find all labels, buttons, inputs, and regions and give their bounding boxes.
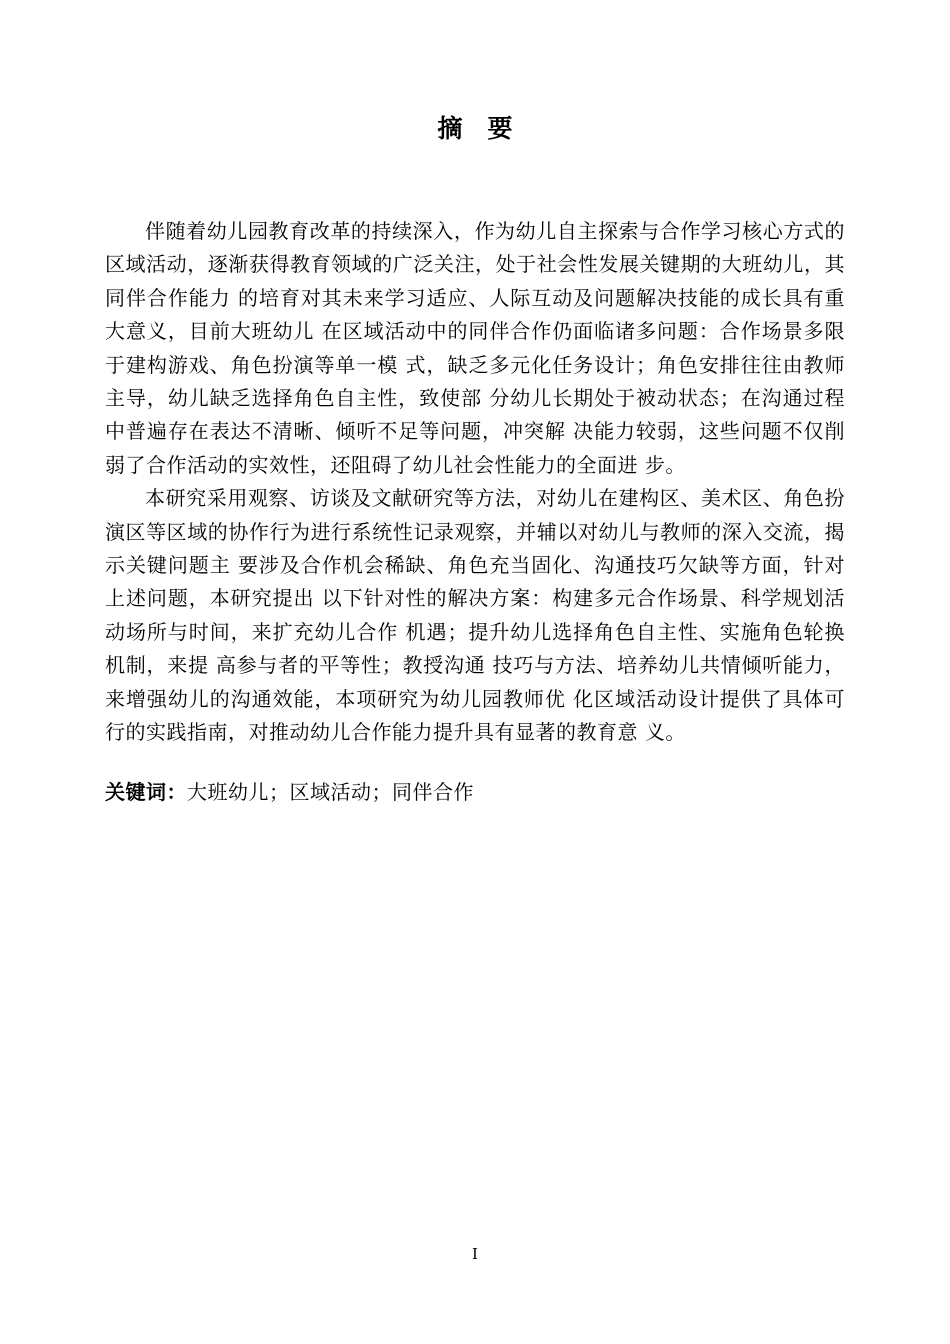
abstract-paragraph-1: 伴随着幼儿园教育改革的持续深入，作为幼儿自主探索与合作学习核心方式的区域活动，逐渐获得教育领域的广泛关注，处于社会性发展关键期的大班幼儿，其同伴合作能力 的培育对其未来学习适应、人际互动及问题解决技能的成长具有重大意义，目前大班幼儿 在区域活动中的同伴合作仍面临诸多问题：合作场景多限于建构游戏、角色扮演等单一模 式，缺乏多元化任务设计；角色安排往往由教师主导，幼儿缺乏选择角色自主性，致使部 分幼儿长期处于被动状态；在沟通过程中普遍存在表达不清晰、倾听不足等问题，冲突解 决能力较弱，这些问题不仅削弱了合作活动的实效性，还阻碍了幼儿社会性能力的全面进 步。	[105, 219, 845, 477]
keywords-text: 大班幼儿；区域活动；同伴合作	[187, 779, 474, 804]
abstract-paragraph-2: 本研究采用观察、访谈及文献研究等方法，对幼儿在建构区、美术区、角色扮演区等区域的协作行为进行系统性记录观察，并辅以对幼儿与教师的深入交流，揭示关键问题主 要涉及合作机会稀缺、角色充当固化、沟通技巧欠缺等方面，针对上述问题，本研究提出 以下针对性的解决方案：构建多元合作场景、科学规划活动场所与时间，来扩充幼儿合作 机遇；提升幼儿选择角色自主性、实施角色轮换机制，来提 高参与者的平等性；教授沟通 技巧与方法、培养幼儿共情倾听能力，来增强幼儿的沟通效能，本项研究为幼儿园教师优 化区域活动设计提供了具体可行的实践指南，对推动幼儿合作能力提升具有显著的教育意 义。	[105, 486, 845, 745]
page-number: I	[472, 1245, 478, 1263]
page-title: 摘 要	[437, 114, 513, 143]
keywords-label: 关键词：	[105, 779, 187, 804]
abstract-body	[105, 215, 845, 809]
keywords-line	[105, 776, 845, 809]
